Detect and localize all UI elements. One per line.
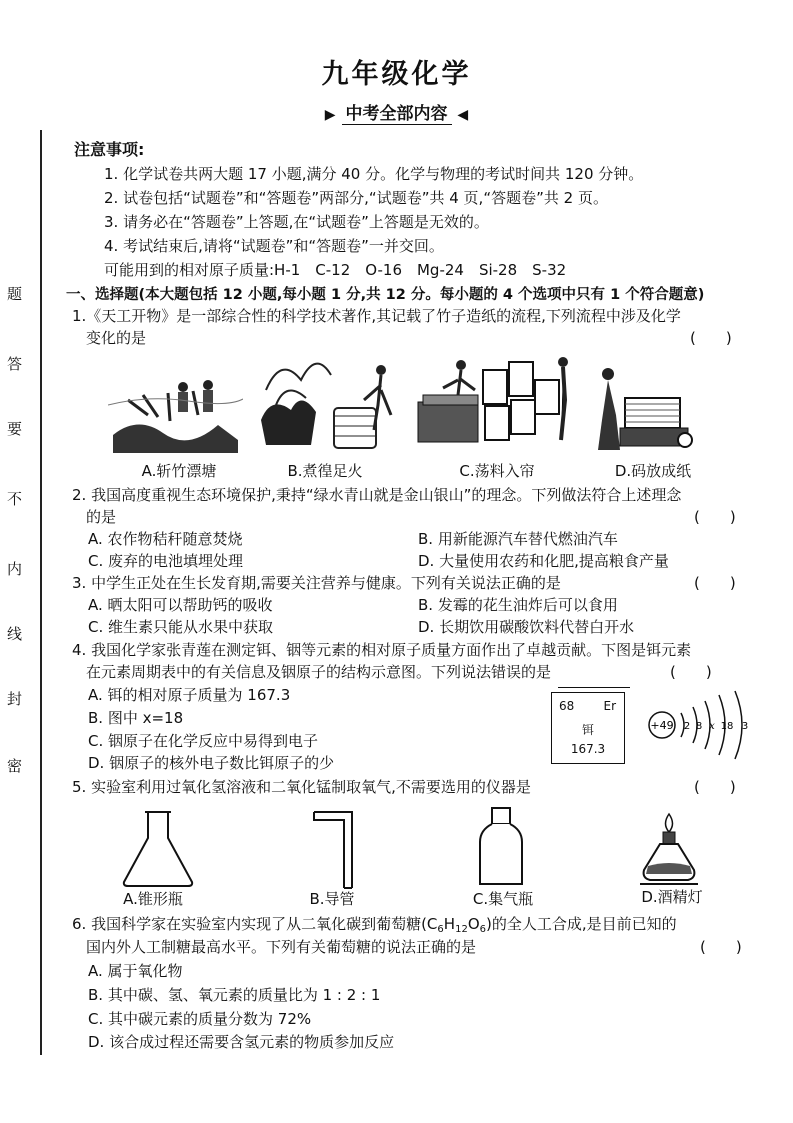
q2-option-c: C. 废弃的电池填埋处理 bbox=[88, 552, 244, 570]
notice-heading: 注意事项: bbox=[74, 140, 145, 159]
question-1-text: 1.《天工开物》是一部综合性的科学技术著作,其记载了竹子造纸的流程,下列流程中涉及化学 bbox=[72, 307, 681, 325]
boiling-fire-illustration bbox=[256, 350, 396, 455]
gas-jar-icon bbox=[476, 806, 526, 888]
q6-option-d: D. 该合成过程还需要含氢元素的物质参加反应 bbox=[88, 1033, 395, 1051]
margin-char: 不 bbox=[7, 490, 23, 508]
binding-line bbox=[40, 130, 42, 1055]
q3-option-d: D. 长期饮用碳酸饮料代替白开水 bbox=[418, 618, 635, 636]
question-2-text: 2. 我国高度重视生态环境保护,秉持“绿水青山就是金山银山”的理念。下列做法符合上述理念 bbox=[72, 486, 682, 504]
q1-option-d: D.码放成纸 bbox=[614, 462, 692, 480]
element-symbol: Er bbox=[603, 699, 616, 713]
indium-atom-structure bbox=[645, 683, 755, 768]
q6-option-c: C. 其中碳元素的质量分数为 72% bbox=[88, 1010, 312, 1028]
answer-paren: ( ) bbox=[694, 574, 736, 592]
conical-flask-icon bbox=[118, 808, 198, 888]
delivery-tube-icon bbox=[308, 806, 358, 890]
element-name: 铒 bbox=[581, 723, 594, 737]
answer-paren: ( ) bbox=[694, 778, 736, 796]
q2-option-b: B. 用新能源汽车替代燃油汽车 bbox=[418, 530, 618, 548]
answer-paren: ( ) bbox=[670, 663, 712, 681]
q3-option-a: A. 晒太阳可以帮助钙的吸收 bbox=[88, 596, 273, 614]
q1-option-a: A.斩竹漂塘 bbox=[141, 462, 217, 480]
question-2-text: 的是 bbox=[86, 508, 117, 526]
answer-paren: ( ) bbox=[700, 938, 742, 956]
q4-option-a: A. 铒的相对原子质量为 167.3 bbox=[88, 686, 291, 704]
margin-char: 封 bbox=[7, 690, 23, 708]
page-subtitle bbox=[0, 99, 793, 125]
question-1-text: 变化的是 bbox=[86, 329, 147, 347]
nucleus-charge: +49 bbox=[650, 719, 674, 732]
margin-char: 答 bbox=[7, 355, 23, 373]
q5-option-a: A.锥形瓶 bbox=[123, 890, 183, 908]
periodic-table-cell bbox=[551, 692, 625, 764]
notice-item: 2. 试卷包括“试题卷”和“答题卷”两部分,“试题卷”共 4 页,“答题卷”共 2 页。 bbox=[104, 189, 608, 207]
q5-option-b: B.导管 bbox=[309, 890, 355, 908]
q5-option-d: D.酒精灯 bbox=[641, 888, 703, 906]
q3-option-b: B. 发霉的花生油炸后可以食用 bbox=[418, 596, 618, 614]
margin-char: 要 bbox=[7, 420, 23, 438]
notice-item: 4. 考试结束后,请将“试题卷”和“答题卷”一并交回。 bbox=[104, 237, 444, 255]
atomic-number: 68 bbox=[559, 699, 575, 713]
question-5-text: 5. 实验室利用过氧化氢溶液和二氧化锰制取氧气,不需要选用的仪器是 bbox=[72, 778, 531, 796]
shell-electrons: 3 bbox=[741, 721, 749, 732]
margin-char: 线 bbox=[7, 625, 23, 643]
q1-option-c: C.荡料入帘 bbox=[459, 462, 535, 480]
question-4-text: 4. 我国化学家张青莲在测定铒、铟等元素的相对原子质量方面作出了卓越贡献。下图是铒元素 bbox=[72, 641, 692, 659]
question-6-text: 6. 我国科学家在实验室内实现了从二氧化碳到葡萄糖$(C_6H_{12}O_6)$的全人工合成,是目前已知的 bbox=[72, 915, 677, 935]
triangle-left-icon: ◀ bbox=[457, 107, 469, 123]
q6-option-b: B. 其中碳、氢、氧元素的质量比为 1 : 2 : 1 bbox=[88, 986, 381, 1004]
question-6-text: 国内外人工制糖最高水平。下列有关葡萄糖的说法正确的是 bbox=[86, 938, 477, 956]
q2-option-a: A. 农作物秸秆随意焚烧 bbox=[88, 530, 243, 548]
question-3-text: 3. 中学生正处在生长发育期,需要关注营养与健康。下列有关说法正确的是 bbox=[72, 574, 561, 592]
question-4-text: 在元素周期表中的有关信息及铟原子的结构示意图。下列说法错误的是 bbox=[86, 663, 552, 681]
margin-char: 题 bbox=[7, 285, 23, 303]
atomic-mass: 167.3 bbox=[570, 742, 606, 756]
shell-electrons: 2 bbox=[683, 721, 691, 732]
answer-paren: ( ) bbox=[694, 508, 736, 526]
q4-option-c: C. 铟原子在化学反应中易得到电子 bbox=[88, 732, 319, 750]
stacking-paper-illustration bbox=[590, 360, 700, 455]
bamboo-cutting-illustration bbox=[108, 355, 243, 455]
shell-electrons: 8 bbox=[695, 721, 703, 732]
q4-option-d: D. 铟原子的核外电子数比铒原子的少 bbox=[88, 754, 335, 772]
subtitle-label: 中考全部内容 bbox=[342, 99, 452, 125]
triangle-right-icon: ▶ bbox=[324, 107, 336, 123]
q2-option-d: D. 大量使用农药和化肥,提高粮食产量 bbox=[418, 552, 669, 570]
alcohol-lamp-icon bbox=[638, 810, 700, 890]
margin-char: 内 bbox=[7, 560, 23, 578]
notice-item: 1. 化学试卷共两大题 17 小题,满分 40 分。化学与物理的考试时间共 120 分钟。 bbox=[104, 165, 644, 183]
q4-option-b: B. 图中 x=18 bbox=[88, 709, 184, 727]
q3-option-c: C. 维生素只能从水果中获取 bbox=[88, 618, 274, 636]
answer-paren: ( ) bbox=[690, 329, 732, 347]
shell-electrons: 18 bbox=[720, 721, 734, 732]
margin-char: 密 bbox=[7, 757, 23, 775]
q1-option-b: B.煮徨足火 bbox=[287, 462, 363, 480]
section-heading: 一、选择题(本大题包括 12 小题,每小题 1 分,共 12 分。每小题的 4 个选项中只有 1 个符合题意) bbox=[66, 287, 705, 303]
q5-option-c: C.集气瓶 bbox=[472, 890, 534, 908]
atomic-masses: 可能用到的相对原子质量:H-1 C-12 O-16 Mg-24 Si-28 S-32 bbox=[104, 261, 567, 279]
page-title: 九年级化学 bbox=[321, 59, 472, 90]
notice-item: 3. 请务必在“答题卷”上答题,在“试题卷”上答题是无效的。 bbox=[104, 213, 489, 231]
shell-electrons: x bbox=[709, 721, 715, 732]
q6-option-a: A. 属于氧化物 bbox=[88, 962, 183, 980]
paper-screen-illustration bbox=[413, 350, 573, 450]
